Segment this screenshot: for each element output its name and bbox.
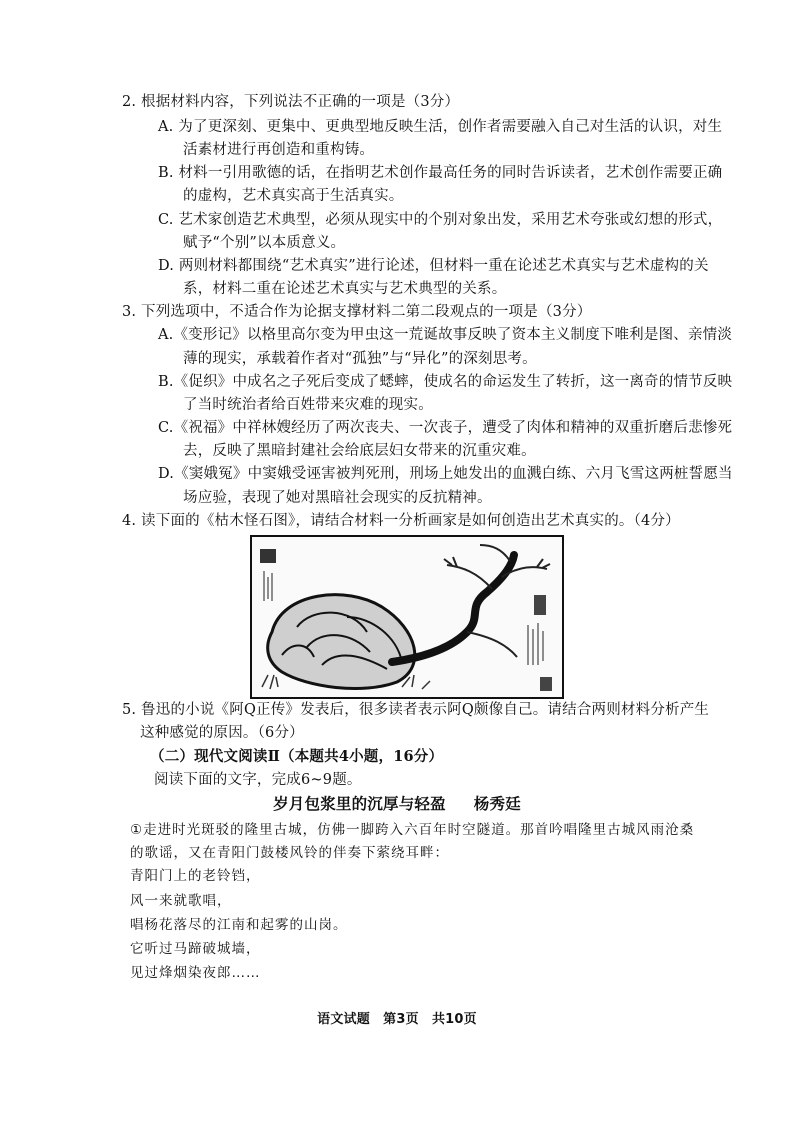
- q3-option-c: C.《祝福》中祥林嫂经历了两次丧夫、一次丧子，遭受了肉体和精神的双重折磨后悲惨死: [158, 420, 733, 436]
- poem-line: 唱杨花落尽的江南和起雾的山岗。: [130, 917, 348, 933]
- poem-line: 风一来就歌唱，: [130, 893, 232, 909]
- q5-stem: 5. 鲁迅的小说《阿Q正传》发表后，很多读者表示阿Q颇像自己。请结合两则材料分析产生: [122, 702, 710, 718]
- q3-option-c-cont: 去，反映了黑暗封建社会给底层妇女带来的沉重灾难。: [183, 443, 536, 459]
- seal-stamp: [260, 549, 276, 563]
- q2-option-d: D. 两则材料都围绕“艺术真实”进行论述，但材料一重在论述艺术真实与艺术虚构的关: [158, 258, 709, 274]
- q2-option-c-cont: 赋予“个别”以本质意义。: [183, 235, 346, 251]
- article-paragraph-1-cont: 的歌谣，又在青阳门鼓楼风铃的伴奏下萦绕耳畔：: [130, 845, 449, 861]
- q3-option-a-cont: 薄的现实，承载着作者对“孤独”与“异化”的深刻思考。: [183, 351, 537, 367]
- poem-line: 见过烽烟染夜郎……: [130, 965, 261, 981]
- article-author: 杨秀廷: [473, 794, 521, 813]
- poem-line: 青阳门上的老铃铛，: [130, 868, 261, 884]
- q2-stem: 2. 根据材料内容，下列说法不正确的一项是（3分）: [122, 94, 460, 110]
- q4-stem: 4. 读下面的《枯木怪石图》，请结合材料一分析画家是如何创造出艺术真实的。（4分）: [122, 513, 680, 529]
- painting-image: [250, 535, 564, 699]
- q3-option-b: B.《促织》中成名之子死后变成了蟋蟀，使成名的命运发生了转折，这一离奇的情节反映: [158, 374, 733, 390]
- article-paragraph-1: ①走进时光斑驳的隆里古城，仿佛一脚跨入六百年时空隧道。那首吟唱隆里古城风雨沧桑: [130, 822, 695, 838]
- q3-option-d-cont: 场应验，表现了她对黑暗社会现实的反抗精神。: [183, 490, 492, 506]
- q2-option-a: A. 为了更深刻、更集中、更典型地反映生活，创作者需要融入自己对生活的认识，对生: [158, 119, 723, 135]
- q3-option-b-cont: 了当时统治者给百姓带来灾难的现实。: [183, 397, 433, 413]
- q2-option-d-cont: 系，材料二重在论述艺术真实与艺术典型的关系。: [183, 281, 507, 297]
- q2-option-a-cont: 活素材进行再创造和重构铸。: [183, 142, 375, 158]
- q3-stem: 3. 下列选项中，不适合作为论据支撑材料二第二段观点的一项是（3分）: [122, 304, 592, 320]
- section-heading: （二）现代文阅读Ⅱ（本题共4小题，16分）: [150, 748, 444, 765]
- article-title-line: [0, 794, 794, 814]
- q3-option-d: D.《窦娥冤》中窦娥受诬害被判死刑，刑场上她发出的血溅白练、六月飞雪这两桩誓愿当: [158, 466, 733, 482]
- article-title: 岁月包浆里的沉厚与轻盈: [273, 794, 446, 813]
- painting-illustration: [252, 537, 562, 697]
- seal-stamp: [534, 595, 546, 615]
- page-footer: 语文试题 第3页 共10页: [317, 1012, 477, 1027]
- q2-option-b: B. 材料一引用歌德的话，在指明艺术创作最高任务的同时告诉读者，艺术创作需要正确: [158, 165, 723, 181]
- seal-stamp: [540, 677, 552, 691]
- section-instruction: 阅读下面的文字，完成6~9题。: [154, 772, 362, 788]
- poem-line: 它听过马蹄破城墙，: [130, 941, 261, 957]
- q2-option-c: C. 艺术家创造艺术典型，必须从现实中的个别对象出发，采用艺术夸张或幻想的形式，: [158, 212, 723, 228]
- q2-option-b-cont: 的虚构，艺术真实高于生活真实。: [183, 188, 404, 204]
- q5-stem-cont: 这种感觉的原因。（6分）: [140, 725, 304, 741]
- q3-option-a: A.《变形记》以格里高尔变为甲虫这一荒诞故事反映了资本主义制度下唯利是图、亲情淡: [158, 327, 733, 343]
